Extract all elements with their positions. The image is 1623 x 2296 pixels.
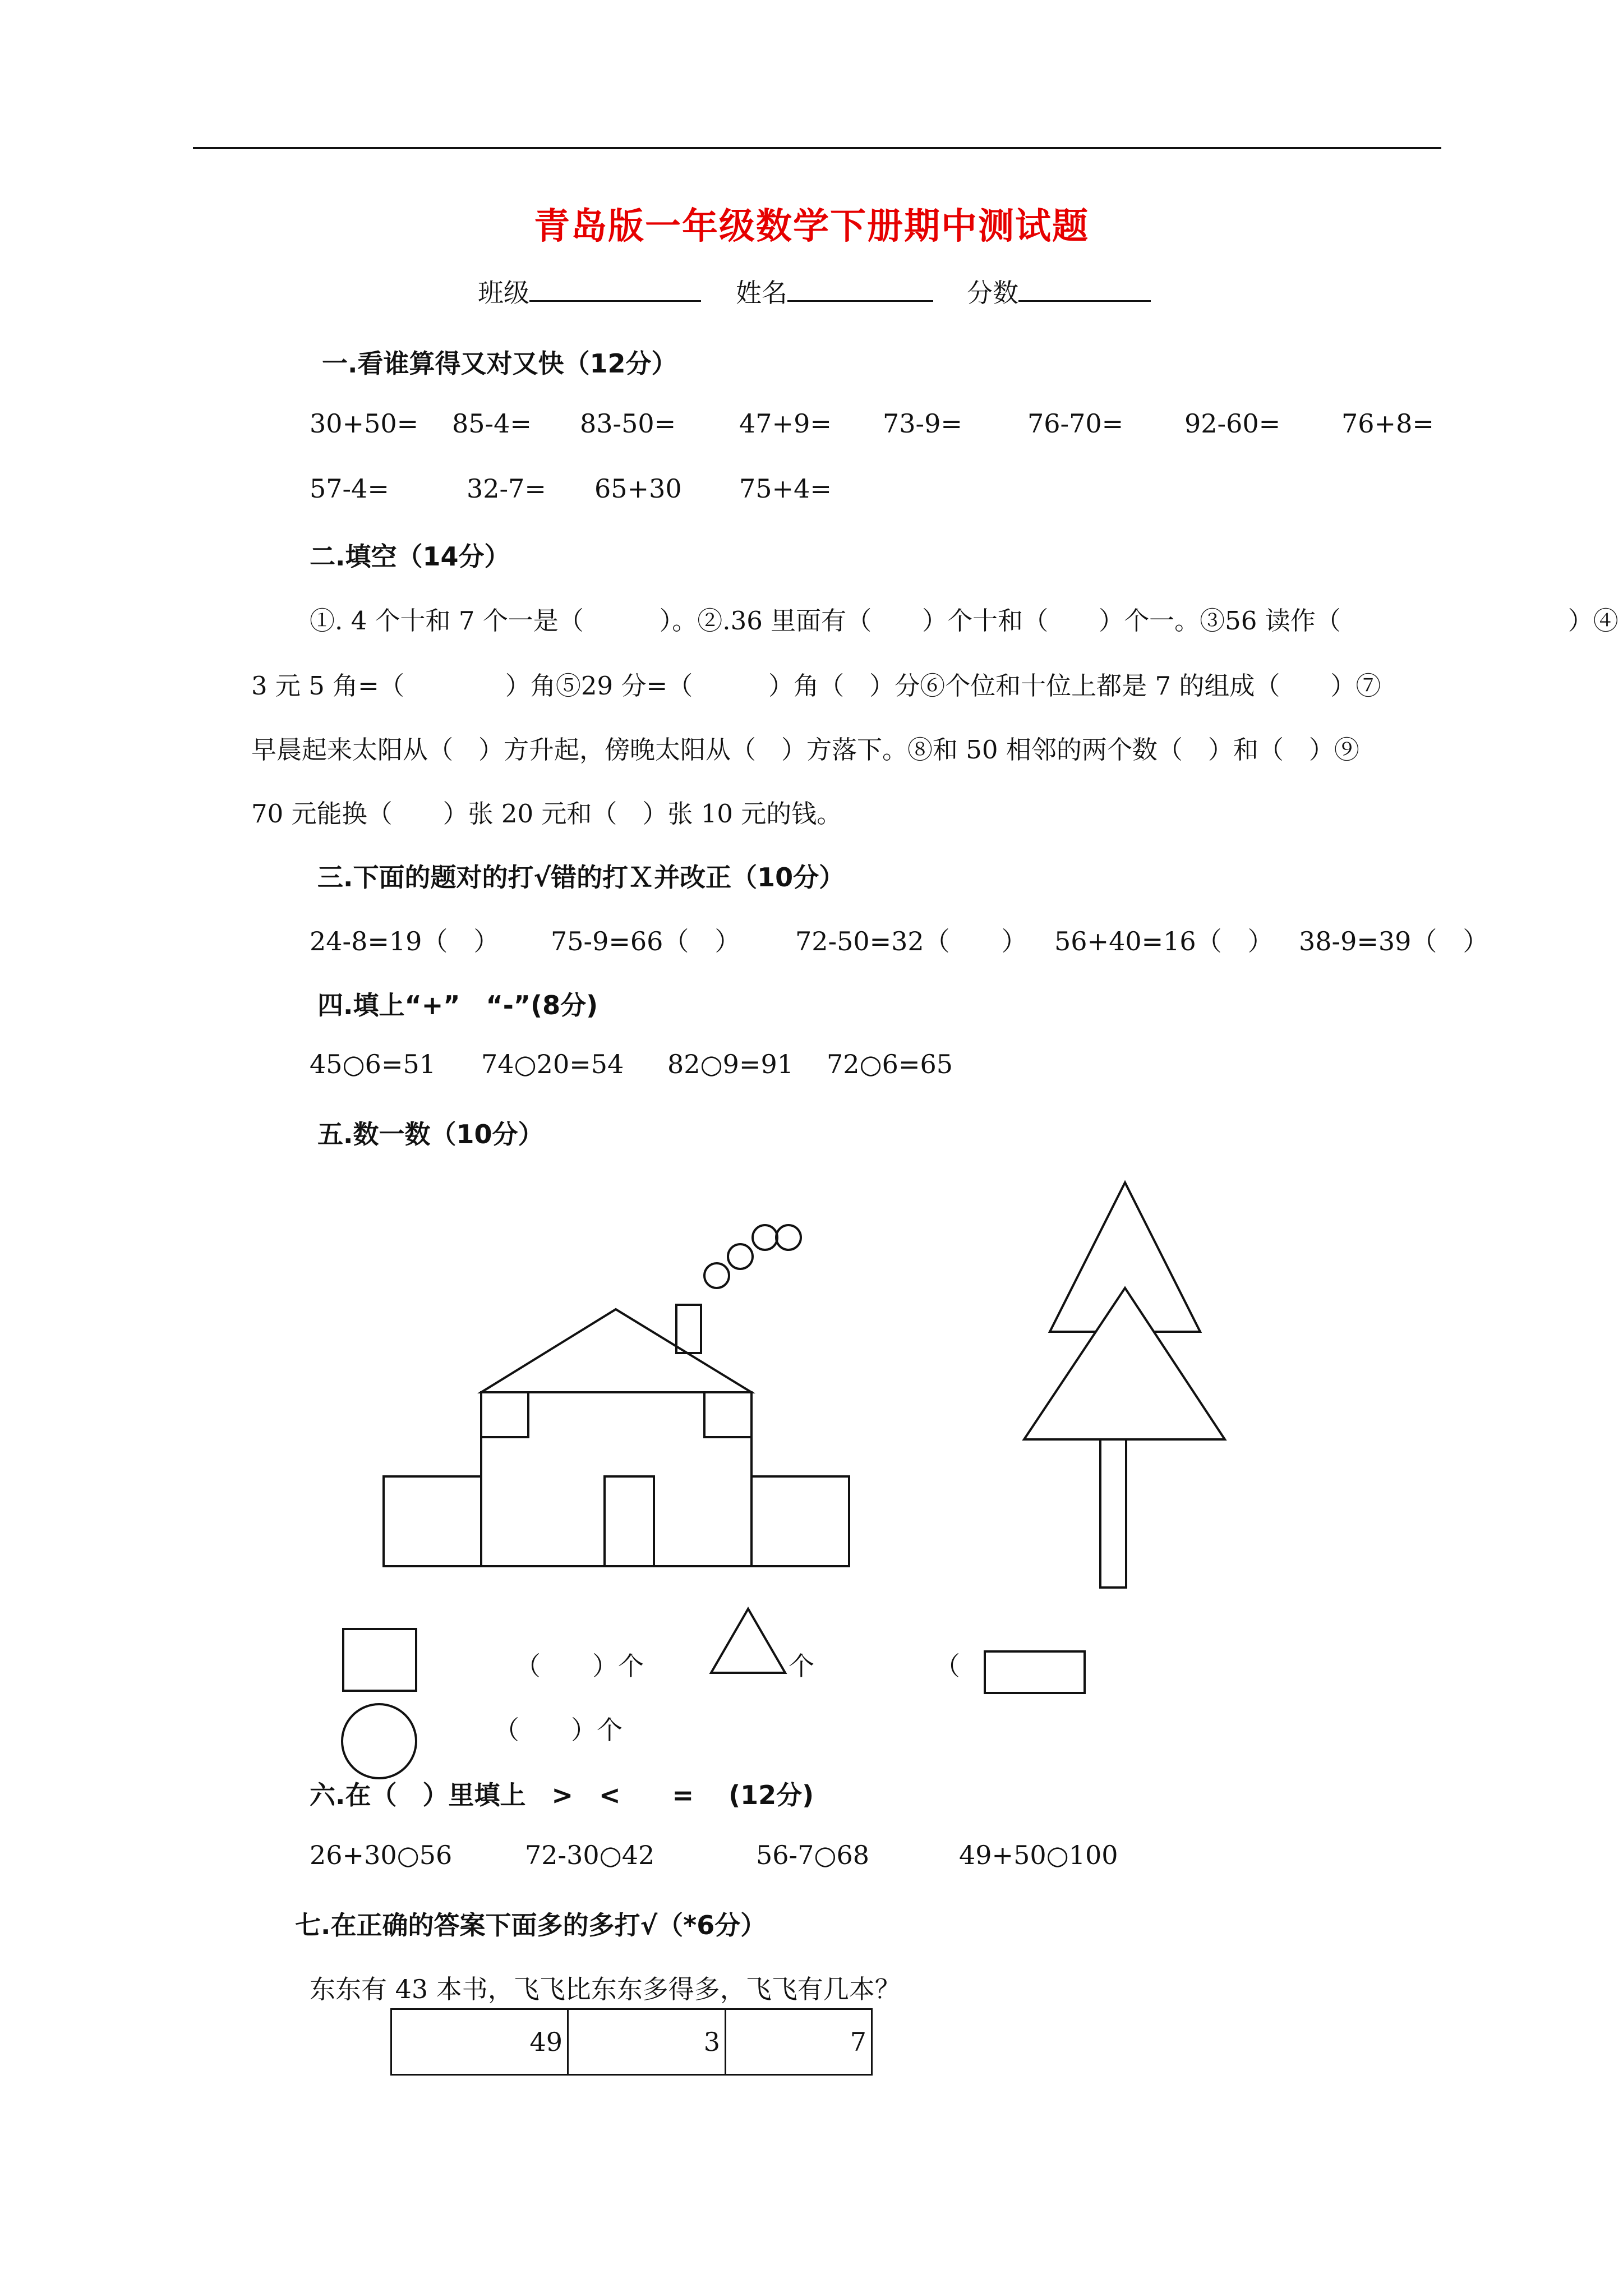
s2-line: 70 元能换（ ）张 20 元和（ ）张 10 元的钱。 (251, 799, 842, 829)
legend-circle (342, 1704, 416, 1778)
answer-table (390, 2008, 873, 2076)
smoke-circle (776, 1225, 801, 1250)
s3-item: 72-50=32（ ） (795, 926, 1027, 956)
smoke-circle (728, 1244, 753, 1269)
chimney-rect (676, 1305, 701, 1353)
house-left-wing-rect (384, 1476, 481, 1566)
s1-problem: 57-4= (310, 473, 389, 504)
tree-trunk-rect (1100, 1439, 1126, 1588)
section-5-heading: 五.数一数（10分） (317, 1119, 544, 1149)
s6-item: 56-7○68 (756, 1840, 870, 1870)
rectangle-count: （ (934, 1651, 960, 1681)
tree-bottom-triangle (1024, 1288, 1225, 1439)
s3-item: 38-9=39（ ） (1299, 926, 1489, 956)
house-window-right-square (704, 1392, 751, 1437)
table-row (391, 2009, 872, 2075)
s1-problem: 65+30 (594, 473, 682, 504)
house-window-left-square (481, 1392, 528, 1437)
triangle-count: 个 (789, 1651, 814, 1681)
section-2-heading: 二.填空（14分） (310, 541, 510, 572)
s1-problem: 30+50= (310, 408, 419, 439)
s6-item: 26+30○56 (310, 1840, 453, 1870)
circle-count: （ ）个 (494, 1715, 623, 1745)
s7-question: 东东有 43 本书，飞飞比东东多得多，飞飞有几本？ (310, 1974, 901, 2004)
s1-problem: 47+9= (739, 408, 832, 439)
square-count: （ ）个 (515, 1651, 644, 1681)
s3-item: 75-9=66（ ） (551, 926, 741, 956)
s1-problem: 73-9= (883, 408, 962, 439)
section-1-heading: 一.看谁算得又对又快（12分） (322, 348, 677, 379)
s2-line: 早晨起来太阳从（ ）方升起，傍晚太阳从（ ）方落下。⑧和 50 相邻的两个数（ ）和（ ）⑨ (251, 735, 1359, 765)
s1-problem: 92-60= (1184, 408, 1281, 439)
house-right-wing-rect (751, 1476, 849, 1566)
s4-item: 72○6=65 (827, 1049, 953, 1079)
s2-line: ①. 4 个十和 7 个一是（ ）。②.36 里面有（ ）个十和（ ）个一。③56 读作（ ）④ (310, 606, 1619, 636)
s2-line: 3 元 5 角=（ ）角⑤29 分=（ ）角（ ）分⑥个位和十位上都是 7 的组成（ ）⑦ (251, 671, 1381, 701)
house-body-rect (481, 1392, 751, 1566)
section-3-heading: 三.下面的题对的打√错的打Ｘ并改正（10分） (317, 862, 845, 892)
s1-problem: 75+4= (739, 473, 832, 504)
answer-option[interactable]: 49 (391, 2009, 568, 2075)
s1-problem: 85-4= (452, 408, 532, 439)
score-label: 分数 (967, 278, 1018, 308)
house-roof-triangle (481, 1309, 751, 1392)
legend-triangle (711, 1609, 785, 1673)
s3-item: 24-8=19（ ） (310, 926, 500, 956)
s1-problem: 83-50= (580, 408, 676, 439)
section-4-heading: 四.填上“+” “-”(8分) (317, 990, 598, 1020)
s6-item: 49+50○100 (959, 1840, 1118, 1870)
s4-item: 74○20=54 (481, 1049, 624, 1079)
s1-problem: 76-70= (1027, 408, 1124, 439)
legend-rectangle (985, 1651, 1085, 1693)
answer-option[interactable]: 7 (726, 2009, 872, 2075)
smoke-circle (704, 1263, 729, 1288)
smoke-circle (753, 1225, 777, 1250)
s1-problem: 76+8= (1341, 408, 1434, 439)
s3-item: 56+40=16（ ） (1054, 926, 1274, 956)
class-label: 班级 (478, 278, 529, 308)
answer-option[interactable]: 3 (568, 2009, 726, 2075)
s4-item: 45○6=51 (310, 1049, 436, 1079)
s6-item: 72-30○42 (525, 1840, 655, 1870)
s4-item: 82○9=91 (667, 1049, 794, 1079)
s1-problem: 32-7= (467, 473, 546, 504)
section-6-heading: 六.在（ ）里填上 > < = (12分) (310, 1780, 814, 1810)
section-7-heading: 七.在正确的答案下面多的多打√（*6分） (295, 1910, 767, 1940)
house-door-rect (605, 1476, 654, 1566)
legend-square (343, 1629, 416, 1691)
name-label: 姓名 (736, 278, 787, 308)
page-title: 青岛版一年级数学下册期中测试题 (534, 205, 1089, 247)
